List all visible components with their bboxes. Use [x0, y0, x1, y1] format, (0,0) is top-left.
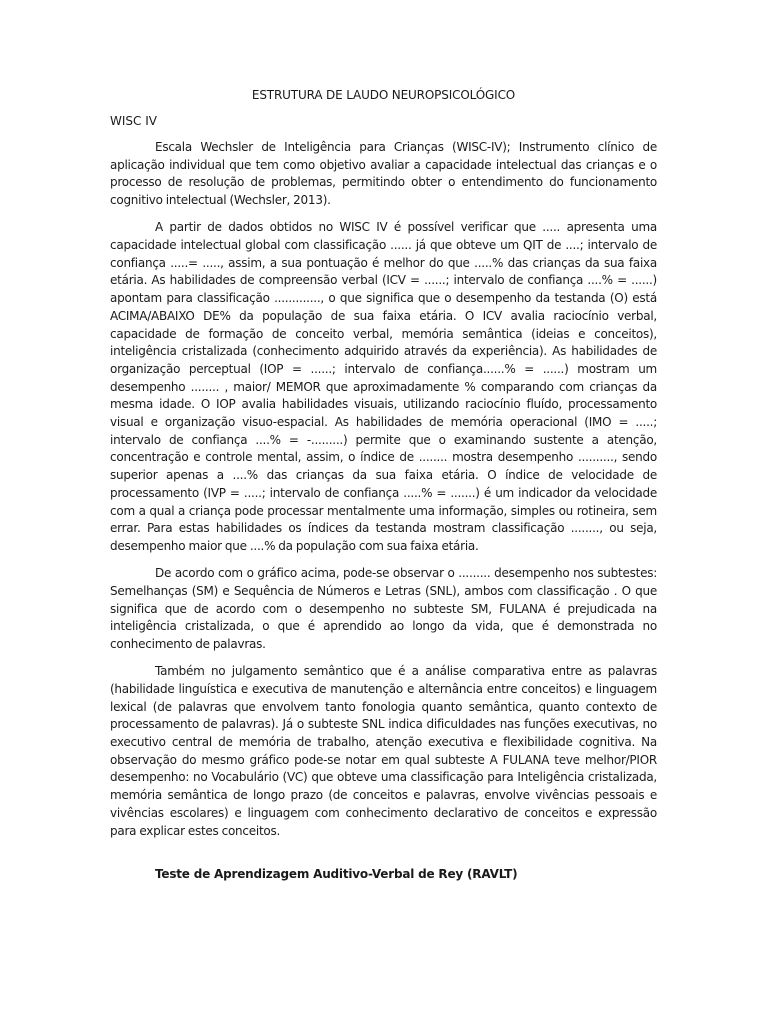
- paragraph-graph: De acordo com o gráfico acima, pode-se observar o ......... desempenho nos subtestes: Semelhanças (SM) e Sequência de Números e Letras (SNL), ambos com classificação . O que significa que de acordo com o desempenho no subteste SM, FULANA é prejudicada na inteligência cristalizada, o que é aprendido ao longo da vida, que é demonstrada no conhecimento de palavras.: [110, 566, 657, 651]
- section-heading-wisc: WISC IV: [110, 114, 157, 128]
- document-title: ESTRUTURA DE LAUDO NEUROPSICOLÓGICO: [251, 88, 516, 102]
- document-page: [110, 87, 657, 883]
- paragraph-intro: Escala Wechsler de Inteligência para Crianças (WISC-IV); Instrumento clínico de aplicação individual que tem como objetivo avaliar a capacidade intelectual das crianças e o processo de resolução de problemas, permitindo obter o entendimento do funcionamento cognitivo intelectual (Wechsler, 2013).: [110, 140, 657, 208]
- paragraph-semantic: Também no julgamento semântico que é a análise comparativa entre as palavras (habilidade linguística e executiva de manutenção e alternância entre conceitos) e linguagem lexical (de palavras que envolvem tanto fonologia quanto semântica, quanto contexto de processamento de palavras). Já o subteste SNL indica dificuldades nas funções executivas, no executivo central de memória de trabalho, atenção executiva e flexibilidade cognitiva. Na observação do mesmo gráfico pode-se notar em qual subteste A FULANA teve melhor/PIOR desempenho: no Vocabulário (VC) que obteve uma classificação para Inteligência cristalizada, memória semântica de longo prazo (de conceitos e palavras, envolve vivências pessoais e vivências escolares) e linguagem com conhecimento declarativo de conceitos e expressão para explicar estes conceitos.: [110, 664, 657, 838]
- paragraph-results: A partir de dados obtidos no WISC IV é possível verificar que ..... apresenta uma capacidade intelectual global com classificação ...... já que obteve um QIT de ....; intervalo de confiança .....= ....., assim, a sua pontuação é melhor do que .....% das crianças da sua faixa etária. As habilidades de compreensão verbal (ICV = ......; intervalo de confiança ....% = ......) apontam para classificação ............., o que significa que o desempenho da testanda (O) está ACIMA/ABAIXO DE% da população de sua faixa etária. O ICV avalia raciocínio verbal, capacidade de formação de conceito verbal, memória semântica (ideias e conceitos), inteligência cristalizada (conhecimento adquirido através da experiência). As habilidades de organização perceptual (IOP = ......; intervalo de confiança......% = ......) mostram um desempenho ........ , maior/ MEMOR que aproximadamente % comparando com crianças da mesma idade. O IOP avalia habilidades visuais, utilizando raciocínio fluído, processamento visual e organização visuo-espacial. As habilidades de memória operacional (IMO = .....; intervalo de confiança ....% = -.........) permite que o examinando sustente a atenção, concentração e controle mental, assim, o índice de ........ mostra desempenho .........., sendo superior apenas a ....% das crianças da sua faixa etária. O índice de velocidade de processamento (IVP = .....; intervalo de confiança .....% = .......) é um indicador da velocidade com a qual a criança pode processar mentalmente uma informação, simples ou rotineira, sem errar. Para estas habilidades os índices da testanda mostram classificação ........, ou seja, desempenho maior que ....% da população com sua faixa etária.: [110, 220, 657, 553]
- subsection-heading-ravlt: Teste de Aprendizagem Auditivo-Verbal de Rey (RAVLT): [155, 867, 518, 882]
